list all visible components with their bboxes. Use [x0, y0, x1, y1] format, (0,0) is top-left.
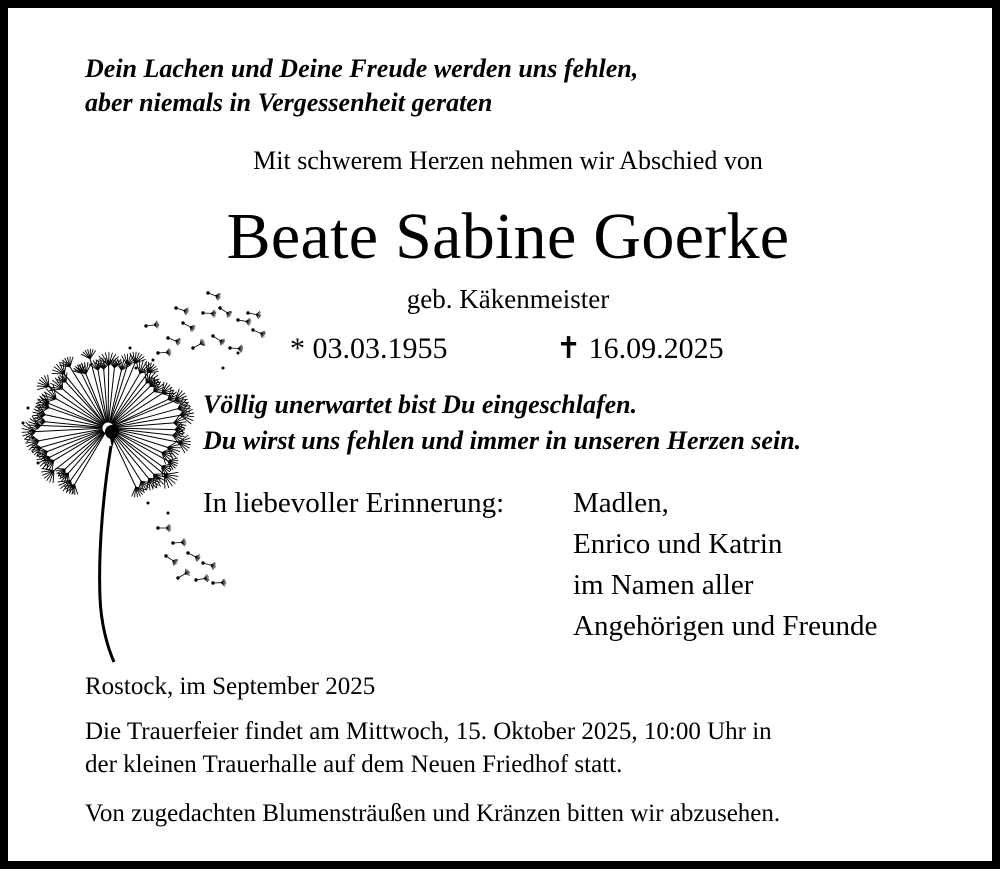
mourner-name: Madlen,: [573, 483, 669, 523]
intro-text: Mit schwerem Herzen nehmen wir Abschied von: [8, 143, 1000, 179]
quote-line-1: Völlig unerwartet bist Du eingeschlafen.: [203, 388, 637, 421]
mourner-name: im Namen aller: [573, 565, 753, 605]
birth-date: * 03.03.1955: [290, 330, 448, 368]
motto-line-2: aber niemals in Vergessenheit geraten: [85, 86, 492, 120]
place-date: Rostock, im September 2025: [85, 670, 375, 703]
mourner-name: Angehörigen und Freunde: [573, 606, 877, 646]
motto-line-1: Dein Lachen und Deine Freude werden uns fehlen,: [85, 52, 638, 86]
funeral-line-2: der kleinen Trauerhalle auf dem Neuen Friedhof statt.: [85, 748, 622, 781]
death-date: ✝ 16.09.2025: [556, 330, 724, 368]
memory-label: In liebevoller Erinnerung:: [203, 483, 504, 523]
deceased-name: Beate Sabine Goerke: [8, 198, 1000, 276]
flowers-note: Von zugedachten Blumensträußen und Kränzen bitten wir abzusehen.: [85, 797, 780, 830]
mourner-name: Enrico und Katrin: [573, 524, 782, 564]
quote-line-2: Du wirst uns fehlen und immer in unseren Herzen sein.: [203, 424, 801, 457]
birth-name: geb. Käkenmeister: [8, 281, 1000, 317]
funeral-line-1: Die Trauerfeier findet am Mittwoch, 15. Oktober 2025, 10:00 Uhr in: [85, 715, 772, 748]
